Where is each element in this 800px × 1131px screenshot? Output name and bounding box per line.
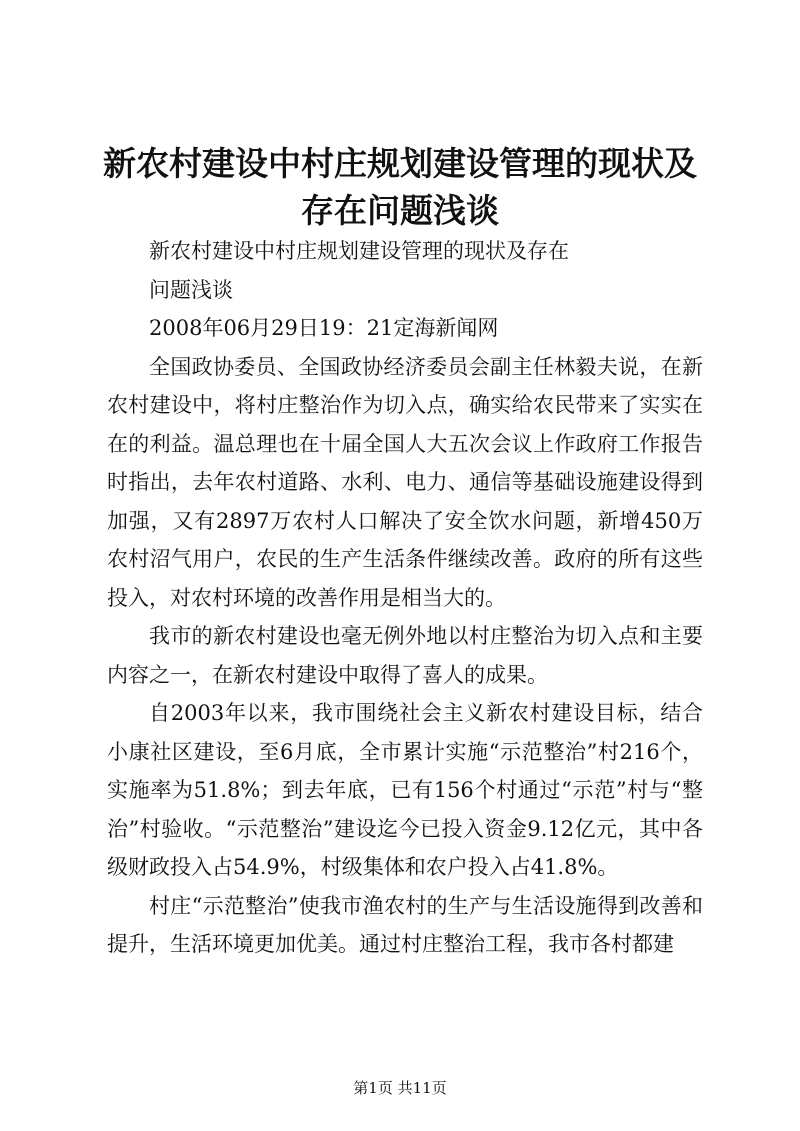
dateline: 2008年06月29日19：21定海新闻网 <box>149 316 499 340</box>
document-title: 新农村建设中村庄规划建设管理的现状及存在问题浅谈 <box>103 144 697 230</box>
subtitle-line-1: 新农村建设中村庄规划建设管理的现状及存在 <box>149 239 569 263</box>
document-body <box>107 232 703 964</box>
body-paragraph: 村庄“示范整治”使我市渔农村的生产与生活设施得到改善和提升，生活环境更加优美。通过村庄整治工程，我市各村都建 <box>107 893 703 956</box>
subtitle-line-2: 问题浅谈 <box>149 277 233 302</box>
body-paragraph: 我市的新农村建设也毫无例外地以村庄整治为切入点和主要内容之一，在新农村建设中取得了喜人的成果。 <box>107 624 703 687</box>
body-paragraph: 自2003年以来，我市围绕社会主义新农村建设目标，结合小康社区建设，至6月底，全市累计实施“示范整治”村216个，实施率为51.8%；到去年底，已有156个村通过“示范”村与“整治”村验收。“示范整治”建设迄今已投入资金9.12亿元，其中各级财政投入占54.9%，村级集体和农户投入占41.8%。 <box>107 701 704 879</box>
body-paragraph: 全国政协委员、全国政协经济委员会副主任林毅夫说，在新农村建设中，将村庄整治作为切入点，确实给农民带来了实实在在的利益。温总理也在十届全国人大五次会议上作政府工作报告时指出，去年农村道路、水利、电力、通信等基础设施建设得到加强，又有2897万农村人口解决了安全饮水问题，新增450万农村沼气用户，农民的生产生活条件继续改善。政府的所有这些投入，对农村环境的改善作用是相当大的。 <box>107 354 703 610</box>
page-number-footer: 第1页 共11页 <box>353 1079 447 1097</box>
